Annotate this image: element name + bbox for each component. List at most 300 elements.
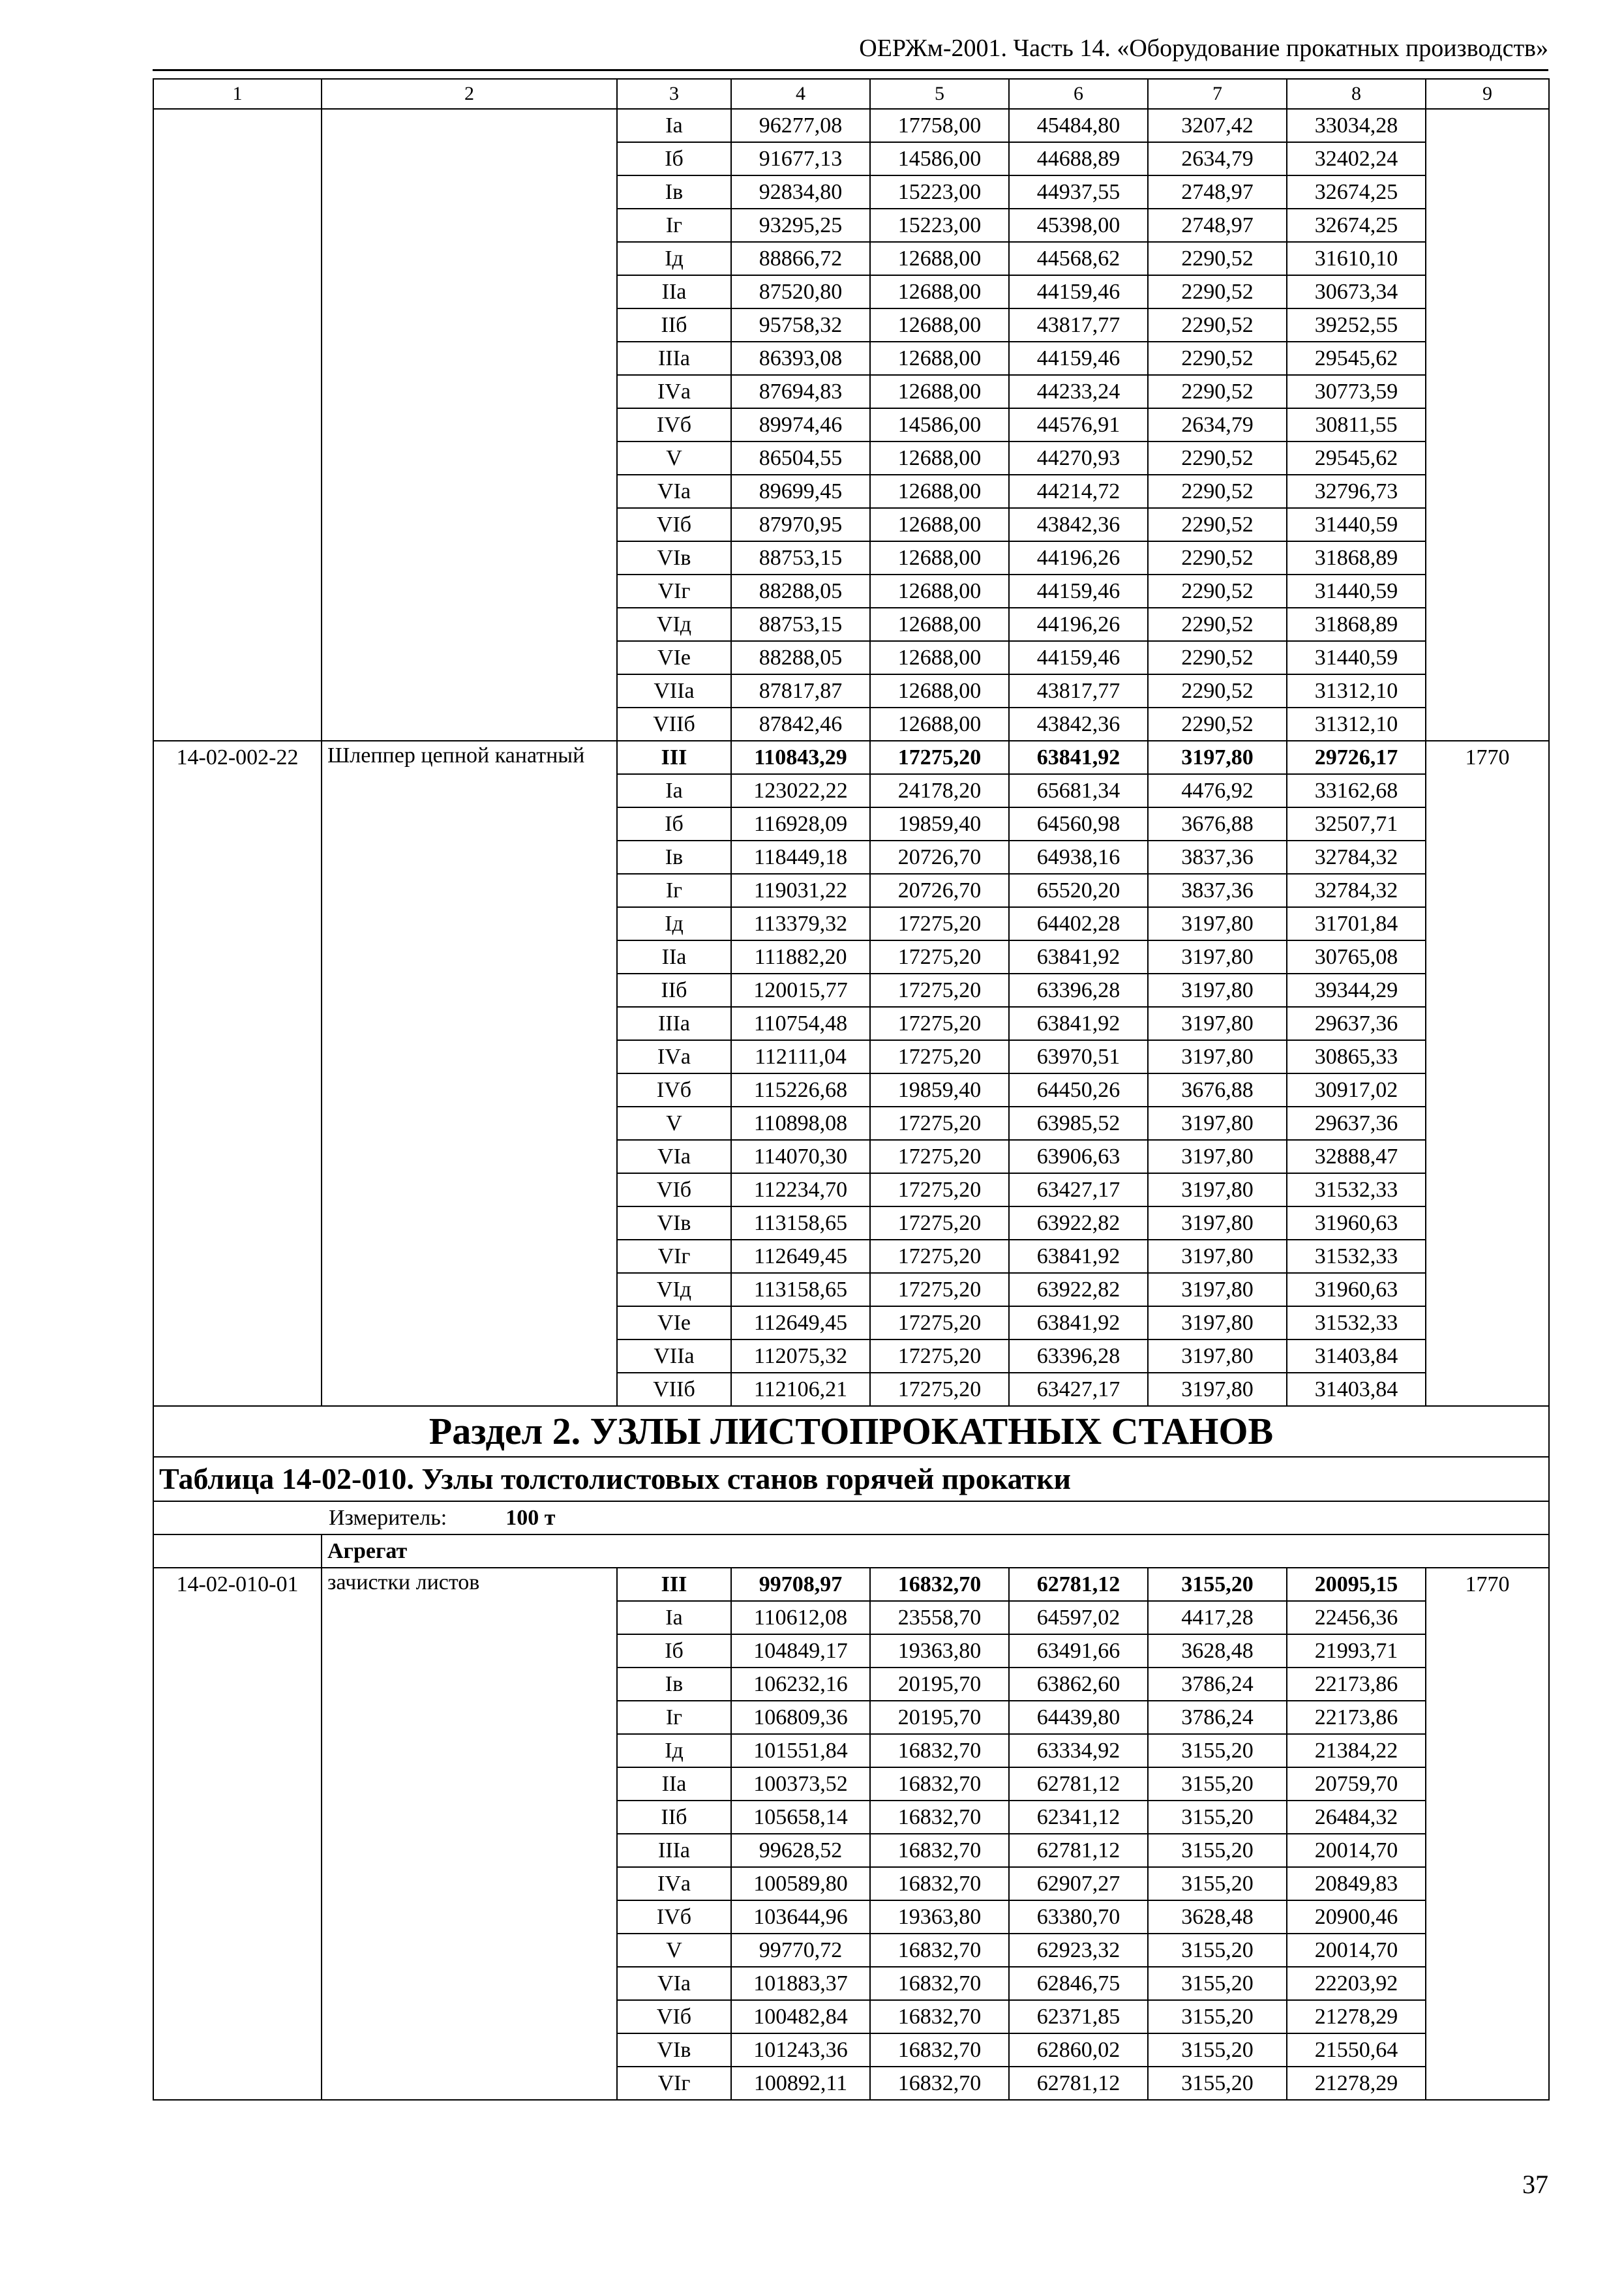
price-cell: 3197,80	[1148, 1140, 1287, 1173]
column-number: 2	[322, 79, 617, 109]
price-cell: 12688,00	[870, 608, 1009, 641]
price-cell: 89699,45	[731, 475, 870, 508]
price-cell: 12688,00	[870, 308, 1009, 342]
price-cell: 101551,84	[731, 1734, 870, 1767]
price-cell: 92834,80	[731, 175, 870, 209]
meter-label: Измеритель:	[329, 1506, 447, 1530]
price-cell: 89974,46	[731, 408, 870, 441]
price-cell: 110612,08	[731, 1601, 870, 1634]
price-cell: 43817,77	[1009, 674, 1148, 708]
zone-code: Iб	[617, 1634, 731, 1668]
price-cell: 86393,08	[731, 342, 870, 375]
price-cell: 44233,24	[1009, 375, 1148, 408]
price-cell: 3837,36	[1148, 874, 1287, 907]
column-9-value: 1770	[1426, 741, 1549, 1406]
zone-code: VIг	[617, 575, 731, 608]
price-cell: 17275,20	[870, 1373, 1009, 1406]
zone-code: IIа	[617, 275, 731, 308]
price-cell: 20900,46	[1287, 1900, 1426, 1934]
price-cell: 63427,17	[1009, 1373, 1148, 1406]
price-cell: 87694,83	[731, 375, 870, 408]
price-cell: 63841,92	[1009, 741, 1148, 774]
price-cell: 3628,48	[1148, 1634, 1287, 1668]
price-cell: 12688,00	[870, 342, 1009, 375]
price-cell: 110898,08	[731, 1107, 870, 1140]
price-cell: 103644,96	[731, 1900, 870, 1934]
price-cell: 14586,00	[870, 142, 1009, 175]
price-cell: 45484,80	[1009, 109, 1148, 142]
price-cell: 2634,79	[1148, 408, 1287, 441]
price-cell: 32784,32	[1287, 874, 1426, 907]
price-cell: 23558,70	[870, 1601, 1009, 1634]
price-cell: 17275,20	[870, 1273, 1009, 1306]
price-cell: 2290,52	[1148, 308, 1287, 342]
price-cell: 63380,70	[1009, 1900, 1148, 1934]
price-cell: 31440,59	[1287, 641, 1426, 674]
price-cell: 86504,55	[731, 441, 870, 475]
column-9-value	[1426, 109, 1549, 741]
price-cell: 15223,00	[870, 209, 1009, 242]
price-cell: 2748,97	[1148, 175, 1287, 209]
zone-code: VIб	[617, 508, 731, 541]
price-cell: 2290,52	[1148, 375, 1287, 408]
price-cell: 33034,28	[1287, 109, 1426, 142]
price-cell: 16832,70	[870, 1734, 1009, 1767]
price-cell: 3197,80	[1148, 1007, 1287, 1040]
item-code	[153, 109, 322, 741]
price-cell: 30673,34	[1287, 275, 1426, 308]
price-cell: 17758,00	[870, 109, 1009, 142]
price-cell: 3197,80	[1148, 1240, 1287, 1273]
price-cell: 95758,32	[731, 308, 870, 342]
price-cell: 114070,30	[731, 1140, 870, 1173]
price-cell: 12688,00	[870, 275, 1009, 308]
price-cell: 63396,28	[1009, 1339, 1148, 1373]
price-cell: 2290,52	[1148, 708, 1287, 741]
price-cell: 64402,28	[1009, 907, 1148, 940]
price-cell: 3197,80	[1148, 907, 1287, 940]
price-cell: 3197,80	[1148, 1040, 1287, 1073]
price-cell: 3197,80	[1148, 940, 1287, 974]
price-cell: 110843,29	[731, 741, 870, 774]
price-cell: 63841,92	[1009, 1240, 1148, 1273]
price-cell: 99628,52	[731, 1834, 870, 1867]
price-cell: 2290,52	[1148, 475, 1287, 508]
zone-code: VIIа	[617, 1339, 731, 1373]
price-cell: 3155,20	[1148, 2067, 1287, 2100]
zone-code: VIа	[617, 1967, 731, 2000]
price-cell: 62860,02	[1009, 2033, 1148, 2067]
price-cell: 22173,86	[1287, 1701, 1426, 1734]
price-cell: 118449,18	[731, 841, 870, 874]
price-cell: 29545,62	[1287, 441, 1426, 475]
price-cell: 3207,42	[1148, 109, 1287, 142]
price-cell: 113379,32	[731, 907, 870, 940]
price-cell: 116928,09	[731, 807, 870, 841]
price-table	[153, 78, 1550, 2101]
table-title-row	[153, 1457, 1549, 1501]
price-cell: 17275,20	[870, 1206, 1009, 1240]
price-cell: 16832,70	[870, 2033, 1009, 2067]
column-number: 1	[153, 79, 322, 109]
price-cell: 3197,80	[1148, 1107, 1287, 1140]
price-cell: 62341,12	[1009, 1801, 1148, 1834]
price-cell: 43842,36	[1009, 708, 1148, 741]
price-cell: 31868,89	[1287, 541, 1426, 575]
price-cell: 3628,48	[1148, 1900, 1287, 1934]
price-cell: 21993,71	[1287, 1634, 1426, 1668]
aggregate-row	[153, 1534, 1549, 1568]
price-cell: 16832,70	[870, 1767, 1009, 1801]
price-cell: 44196,26	[1009, 608, 1148, 641]
price-cell: 3155,20	[1148, 1801, 1287, 1834]
price-cell: 3155,20	[1148, 1767, 1287, 1801]
price-cell: 113158,65	[731, 1273, 870, 1306]
price-cell: 100589,80	[731, 1867, 870, 1900]
price-cell: 43817,77	[1009, 308, 1148, 342]
price-cell: 30865,33	[1287, 1040, 1426, 1073]
price-cell: 112649,45	[731, 1240, 870, 1273]
column-number: 9	[1426, 79, 1549, 109]
zone-code: Iв	[617, 841, 731, 874]
meter-cell	[153, 1501, 1549, 1534]
item-name: зачистки листов	[322, 1568, 617, 2100]
column-number-row	[153, 79, 1549, 109]
price-cell: 63862,60	[1009, 1668, 1148, 1701]
price-cell: 29545,62	[1287, 342, 1426, 375]
price-cell: 3197,80	[1148, 1339, 1287, 1373]
aggregate-label: Агрегат	[322, 1534, 1549, 1568]
empty-cell	[153, 1534, 322, 1568]
price-cell: 2290,52	[1148, 641, 1287, 674]
price-cell: 17275,20	[870, 1140, 1009, 1173]
table-row	[153, 741, 1549, 774]
price-cell: 44688,89	[1009, 142, 1148, 175]
price-cell: 44214,72	[1009, 475, 1148, 508]
price-cell: 87842,46	[731, 708, 870, 741]
price-cell: 31312,10	[1287, 708, 1426, 741]
price-cell: 3786,24	[1148, 1701, 1287, 1734]
price-cell: 20726,70	[870, 841, 1009, 874]
price-cell: 44196,26	[1009, 541, 1148, 575]
price-cell: 110754,48	[731, 1007, 870, 1040]
price-cell: 31960,63	[1287, 1206, 1426, 1240]
price-cell: 3197,80	[1148, 1306, 1287, 1339]
price-cell: 111882,20	[731, 940, 870, 974]
price-cell: 31403,84	[1287, 1339, 1426, 1373]
price-cell: 17275,20	[870, 1173, 1009, 1206]
price-cell: 63427,17	[1009, 1173, 1148, 1206]
price-cell: 65681,34	[1009, 774, 1148, 807]
price-cell: 20095,15	[1287, 1568, 1426, 1601]
zone-code: IVб	[617, 1900, 731, 1934]
price-cell: 17275,20	[870, 741, 1009, 774]
item-code: 14-02-002-22	[153, 741, 322, 1406]
price-cell: 32796,73	[1287, 475, 1426, 508]
zone-code: VIб	[617, 1173, 731, 1206]
zone-code: Iб	[617, 142, 731, 175]
price-cell: 17275,20	[870, 1040, 1009, 1073]
price-cell: 62781,12	[1009, 1834, 1148, 1867]
price-cell: 12688,00	[870, 641, 1009, 674]
price-cell: 115226,68	[731, 1073, 870, 1107]
price-cell: 119031,22	[731, 874, 870, 907]
price-cell: 3676,88	[1148, 807, 1287, 841]
price-cell: 123022,22	[731, 774, 870, 807]
price-cell: 2634,79	[1148, 142, 1287, 175]
price-cell: 88753,15	[731, 608, 870, 641]
price-cell: 12688,00	[870, 541, 1009, 575]
section-title: Раздел 2. УЗЛЫ ЛИСТОПРОКАТНЫХ СТАНОВ	[153, 1406, 1549, 1457]
item-code: 14-02-010-01	[153, 1568, 322, 2100]
price-cell: 12688,00	[870, 375, 1009, 408]
price-cell: 15223,00	[870, 175, 1009, 209]
column-number: 3	[617, 79, 731, 109]
zone-code: IIб	[617, 974, 731, 1007]
price-cell: 106232,16	[731, 1668, 870, 1701]
price-cell: 104849,17	[731, 1634, 870, 1668]
price-cell: 3155,20	[1148, 1568, 1287, 1601]
price-cell: 26484,32	[1287, 1801, 1426, 1834]
price-cell: 16832,70	[870, 1967, 1009, 2000]
price-cell: 39252,55	[1287, 308, 1426, 342]
price-cell: 112106,21	[731, 1373, 870, 1406]
price-cell: 3786,24	[1148, 1668, 1287, 1701]
column-number: 8	[1287, 79, 1426, 109]
price-cell: 45398,00	[1009, 209, 1148, 242]
price-cell: 63334,92	[1009, 1734, 1148, 1767]
price-cell: 22173,86	[1287, 1668, 1426, 1701]
column-number: 7	[1148, 79, 1287, 109]
zone-code: V	[617, 441, 731, 475]
price-cell: 32674,25	[1287, 209, 1426, 242]
zone-code: Iг	[617, 209, 731, 242]
price-cell: 32402,24	[1287, 142, 1426, 175]
price-cell: 3197,80	[1148, 974, 1287, 1007]
price-cell: 20195,70	[870, 1701, 1009, 1734]
price-cell: 17275,20	[870, 1007, 1009, 1040]
price-cell: 3197,80	[1148, 1173, 1287, 1206]
price-cell: 30811,55	[1287, 408, 1426, 441]
price-cell: 29637,36	[1287, 1107, 1426, 1140]
price-cell: 30773,59	[1287, 375, 1426, 408]
price-cell: 64560,98	[1009, 807, 1148, 841]
price-cell: 20849,83	[1287, 1867, 1426, 1900]
zone-code: VIIа	[617, 674, 731, 708]
page-header: ОЕРЖм-2001. Часть 14. «Оборудование прокатных производств»	[859, 35, 1548, 62]
zone-code: VIе	[617, 1306, 731, 1339]
price-cell: 44937,55	[1009, 175, 1148, 209]
price-cell: 19363,80	[870, 1634, 1009, 1668]
zone-code: IIIа	[617, 1007, 731, 1040]
item-name	[322, 109, 617, 741]
zone-code: IIб	[617, 308, 731, 342]
zone-code: Iд	[617, 242, 731, 275]
price-cell: 88288,05	[731, 575, 870, 608]
meter-row	[153, 1501, 1549, 1534]
section-row	[153, 1406, 1549, 1457]
price-cell: 16832,70	[870, 1568, 1009, 1601]
price-cell: 2290,52	[1148, 608, 1287, 641]
price-cell: 3197,80	[1148, 1206, 1287, 1240]
price-cell: 2290,52	[1148, 575, 1287, 608]
zone-code: III	[617, 1568, 731, 1601]
price-cell: 29637,36	[1287, 1007, 1426, 1040]
price-cell: 32888,47	[1287, 1140, 1426, 1173]
price-cell: 3155,20	[1148, 1967, 1287, 2000]
price-cell: 3837,36	[1148, 841, 1287, 874]
zone-code: IIIа	[617, 342, 731, 375]
price-cell: 3197,80	[1148, 1273, 1287, 1306]
price-cell: 19859,40	[870, 1073, 1009, 1107]
meter-value: 100 т	[505, 1506, 556, 1530]
zone-code: IIб	[617, 1801, 731, 1834]
price-cell: 2748,97	[1148, 209, 1287, 242]
price-cell: 32674,25	[1287, 175, 1426, 209]
price-cell: 31610,10	[1287, 242, 1426, 275]
zone-code: IVа	[617, 1867, 731, 1900]
price-cell: 17275,20	[870, 1107, 1009, 1140]
price-cell: 64439,80	[1009, 1701, 1148, 1734]
zone-code: V	[617, 1107, 731, 1140]
zone-code: III	[617, 741, 731, 774]
price-cell: 20195,70	[870, 1668, 1009, 1701]
price-cell: 63396,28	[1009, 974, 1148, 1007]
price-cell: 93295,25	[731, 209, 870, 242]
zone-code: Iд	[617, 907, 731, 940]
price-cell: 63922,82	[1009, 1273, 1148, 1306]
price-cell: 87817,87	[731, 674, 870, 708]
price-cell: 2290,52	[1148, 342, 1287, 375]
column-number: 6	[1009, 79, 1148, 109]
price-cell: 100373,52	[731, 1767, 870, 1801]
price-cell: 4417,28	[1148, 1601, 1287, 1634]
price-cell: 63906,63	[1009, 1140, 1148, 1173]
price-cell: 16832,70	[870, 2000, 1009, 2033]
zone-code: IIIа	[617, 1834, 731, 1867]
page-number: 37	[1522, 2170, 1548, 2199]
price-cell: 19859,40	[870, 807, 1009, 841]
price-cell: 3155,20	[1148, 1734, 1287, 1767]
price-cell: 17275,20	[870, 974, 1009, 1007]
zone-code: VIIб	[617, 708, 731, 741]
price-cell: 21550,64	[1287, 2033, 1426, 2067]
price-cell: 120015,77	[731, 974, 870, 1007]
price-cell: 39344,29	[1287, 974, 1426, 1007]
price-cell: 21278,29	[1287, 2067, 1426, 2100]
price-cell: 17275,20	[870, 940, 1009, 974]
price-cell: 16832,70	[870, 1934, 1009, 1967]
zone-code: VIв	[617, 1206, 731, 1240]
price-cell: 2290,52	[1148, 242, 1287, 275]
price-cell: 31403,84	[1287, 1373, 1426, 1406]
price-cell: 101243,36	[731, 2033, 870, 2067]
zone-code: Iд	[617, 1734, 731, 1767]
zone-code: VIв	[617, 2033, 731, 2067]
price-cell: 88288,05	[731, 641, 870, 674]
price-cell: 105658,14	[731, 1801, 870, 1834]
price-cell: 62923,32	[1009, 1934, 1148, 1967]
zone-code: VIг	[617, 2067, 731, 2100]
price-cell: 2290,52	[1148, 541, 1287, 575]
price-cell: 31440,59	[1287, 508, 1426, 541]
price-cell: 87520,80	[731, 275, 870, 308]
price-cell: 112649,45	[731, 1306, 870, 1339]
zone-code: IVа	[617, 375, 731, 408]
zone-code: Iв	[617, 175, 731, 209]
price-cell: 63491,66	[1009, 1634, 1148, 1668]
price-cell: 30917,02	[1287, 1073, 1426, 1107]
price-cell: 2290,52	[1148, 275, 1287, 308]
price-cell: 64450,26	[1009, 1073, 1148, 1107]
price-cell: 3155,20	[1148, 1867, 1287, 1900]
price-cell: 12688,00	[870, 575, 1009, 608]
price-cell: 3155,20	[1148, 2033, 1287, 2067]
zone-code: IVа	[617, 1040, 731, 1073]
price-cell: 3155,20	[1148, 2000, 1287, 2033]
column-9-value: 1770	[1426, 1568, 1549, 2100]
price-cell: 63841,92	[1009, 1007, 1148, 1040]
column-number: 4	[731, 79, 870, 109]
price-cell: 63970,51	[1009, 1040, 1148, 1073]
price-cell: 63841,92	[1009, 940, 1148, 974]
zone-code: Iа	[617, 109, 731, 142]
price-cell: 113158,65	[731, 1206, 870, 1240]
price-cell: 44270,93	[1009, 441, 1148, 475]
price-cell: 20759,70	[1287, 1767, 1426, 1801]
price-cell: 24178,20	[870, 774, 1009, 807]
price-cell: 17275,20	[870, 1306, 1009, 1339]
price-cell: 87970,95	[731, 508, 870, 541]
zone-code: VIе	[617, 641, 731, 674]
price-cell: 20014,70	[1287, 1834, 1426, 1867]
zone-code: VIIб	[617, 1373, 731, 1406]
price-cell: 21278,29	[1287, 2000, 1426, 2033]
zone-code: IVб	[617, 1073, 731, 1107]
price-cell: 63841,92	[1009, 1306, 1148, 1339]
zone-code: Iг	[617, 874, 731, 907]
price-cell: 31532,33	[1287, 1173, 1426, 1206]
price-cell: 99708,97	[731, 1568, 870, 1601]
price-cell: 88866,72	[731, 242, 870, 275]
price-cell: 3197,80	[1148, 741, 1287, 774]
price-cell: 30765,08	[1287, 940, 1426, 974]
price-cell: 44159,46	[1009, 641, 1148, 674]
zone-code: Iа	[617, 1601, 731, 1634]
price-cell: 2290,52	[1148, 674, 1287, 708]
price-cell: 96277,08	[731, 109, 870, 142]
price-cell: 63922,82	[1009, 1206, 1148, 1240]
table-title: Таблица 14-02-010. Узлы толстолистовых станов горячей прокатки	[153, 1457, 1549, 1501]
price-cell: 12688,00	[870, 674, 1009, 708]
zone-code: VIд	[617, 1273, 731, 1306]
price-cell: 31312,10	[1287, 674, 1426, 708]
zone-code: Iг	[617, 1701, 731, 1734]
price-cell: 19363,80	[870, 1900, 1009, 1934]
price-cell: 99770,72	[731, 1934, 870, 1967]
price-cell: 44159,46	[1009, 275, 1148, 308]
price-cell: 44576,91	[1009, 408, 1148, 441]
zone-code: Iб	[617, 807, 731, 841]
price-cell: 2290,52	[1148, 441, 1287, 475]
price-cell: 31440,59	[1287, 575, 1426, 608]
price-cell: 12688,00	[870, 242, 1009, 275]
price-cell: 62781,12	[1009, 1568, 1148, 1601]
price-cell: 16832,70	[870, 1834, 1009, 1867]
price-cell: 62371,85	[1009, 2000, 1148, 2033]
price-cell: 106809,36	[731, 1701, 870, 1734]
header-rule	[153, 69, 1548, 71]
